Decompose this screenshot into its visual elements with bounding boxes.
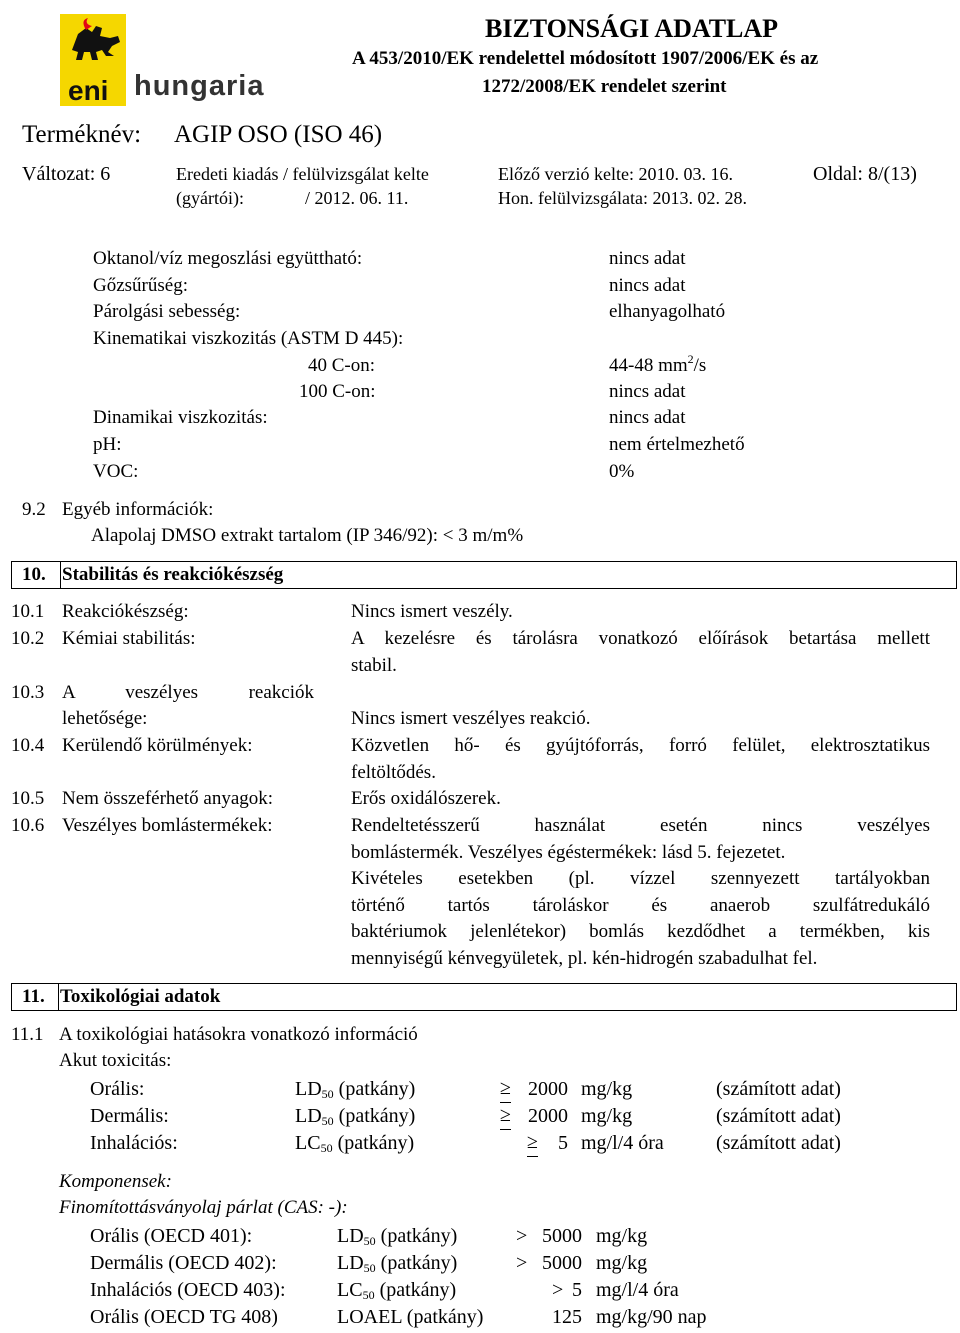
item-number: 10.1 (11, 601, 45, 622)
item-number: 10.5 (11, 788, 45, 809)
route: Orális (OECD TG 408) (90, 1306, 278, 1328)
previous-version-date: Előző verzió kelte: 2010. 03. 16. (498, 164, 733, 184)
note: (számított adat) (716, 1105, 841, 1127)
document-title: BIZTONSÁGI ADATLAP (485, 14, 779, 43)
section-9-2-title: Egyéb információk: (62, 499, 214, 520)
section-10-number: 10. (22, 564, 46, 585)
item-number: 10.6 (11, 815, 45, 836)
route: Dermális (OECD 402): (90, 1252, 277, 1274)
dose: 5000 (542, 1252, 582, 1274)
ld-value: $LD_{50}$ (patkány) (337, 1252, 458, 1275)
acute-toxicity-label: Akut toxicitás: (59, 1050, 172, 1071)
unit: mg/kg (581, 1105, 633, 1127)
components-label: Komponensek: (59, 1171, 172, 1192)
property-label: 100 C-on: (299, 381, 376, 402)
property-value: nincs adat (609, 248, 686, 269)
item-text: Nincs ismert veszély. (351, 601, 513, 622)
item-text: stabil. (351, 655, 397, 676)
ld-value: $LC_{50}$ (patkány) (337, 1279, 457, 1302)
section-11-number: 11. (22, 986, 45, 1007)
original-issue-line-2b: / 2012. 06. 11. (305, 188, 409, 208)
property-value: nincs adat (609, 275, 686, 296)
item-text: Kivételes esetekben (pl. vízzel szennyezett tartályokban (351, 868, 930, 889)
unit: mg/l/4 óra (596, 1279, 679, 1301)
logo-sub-text: hungaria (134, 70, 265, 102)
property-label: Gőzsűrűség: (93, 275, 188, 296)
product-name: AGIP OSO (ISO 46) (174, 121, 383, 148)
item-text: Nincs ismert veszélyes reakció. (351, 708, 591, 729)
section-9-2-text: Alapolaj DMSO extrakt tartalom (IP 346/92): < 3 m/m% (91, 525, 524, 546)
item-text: baktériumok jelenlétekor) bomlás kezdődhet a termékben, kis (351, 921, 930, 942)
item-text: Erős oxidálószerek. (351, 788, 501, 809)
item-text: Rendeltetésszerű használat esetén nincs veszélyes (351, 815, 930, 836)
route: Orális: (90, 1078, 145, 1100)
version: Változat: 6 (22, 163, 111, 185)
item-number: 10.2 (11, 628, 45, 649)
original-issue-line-1: Eredeti kiadás / felülvizsgálat kelte (176, 164, 429, 184)
svg-text:eni: eni (68, 75, 109, 106)
comparator: ≥ (527, 1131, 538, 1153)
item-label: A veszélyes reakciók (62, 682, 314, 703)
route: Inhalációs: (90, 1132, 178, 1154)
product-label: Terméknév: (22, 121, 142, 148)
item-number: 10.4 (11, 735, 45, 756)
local-review-date: Hon. felülvizsgálata: 2013. 02. 28. (498, 188, 747, 208)
component-name: Finomítottásványolaj párlat (CAS: -): (59, 1197, 348, 1218)
property-value: elhanyagolható (609, 301, 726, 322)
property-value: nincs adat (609, 381, 686, 402)
dose: 5 (558, 1132, 568, 1154)
comparator: ≥ (500, 1104, 511, 1126)
property-label: pH: (93, 434, 122, 455)
route: Orális (OECD 401): (90, 1225, 253, 1247)
unit: mg/kg/90 nap (596, 1306, 707, 1328)
regulation-line-1: A 453/2010/EK rendelettel módosított 1907/2006/EK és az (352, 48, 819, 69)
property-label: Oktanol/víz megoszlási együttható: (93, 248, 363, 269)
dose: 125 (552, 1306, 582, 1328)
property-value: nem értelmezhető (609, 434, 745, 455)
section-9-2-number: 9.2 (22, 499, 46, 520)
dose: 2000 (528, 1078, 568, 1100)
item-label: Nem összeférhető anyagok: (62, 788, 274, 809)
dose: 5000 (542, 1225, 582, 1247)
ld-value: $LC_{50}$ (patkány) (295, 1132, 415, 1155)
unit: mg/l/4 óra (581, 1132, 664, 1154)
unit: mg/kg (596, 1225, 648, 1247)
comparator: ≥ (500, 1077, 511, 1099)
property-label: Párolgási sebesség: (93, 301, 241, 322)
item-label: Veszélyes bomlástermékek: (62, 815, 273, 836)
item-text: Közvetlen hő- és gyújtóforrás, forró felület, elektrosztatikus (351, 735, 930, 756)
item-label: Kémiai stabilitás: (62, 628, 196, 649)
comparator: > (552, 1279, 564, 1301)
unit: mg/kg (596, 1252, 648, 1274)
item-label: Reakciókészség: (62, 601, 189, 622)
comparator: > (516, 1225, 528, 1247)
property-label: VOC: (93, 461, 139, 482)
comparator: > (516, 1252, 528, 1274)
item-text: A kezelésre és tárolásra vonatkozó előírások betartása mellett (351, 628, 930, 649)
item-label: lehetősége: (62, 708, 148, 729)
original-issue-line-2a: (gyártói): (176, 188, 244, 208)
property-value: 44-48 $mm^2/s$ (609, 352, 707, 376)
property-value: 0% (609, 461, 635, 482)
ld-value: $LD_{50}$ (patkány) (337, 1225, 458, 1248)
item-text: feltöltődés. (351, 762, 436, 783)
section-11-title: Toxikológiai adatok (60, 986, 221, 1007)
item-number: 10.3 (11, 682, 45, 703)
note: (számított adat) (716, 1132, 841, 1154)
property-value: nincs adat (609, 407, 686, 428)
item-text: történő tartós tároláskor és anaerob szulfátredukáló (351, 895, 930, 916)
section-11-header (11, 983, 957, 1011)
ld-value: $LD_{50}$ (patkány) (295, 1078, 416, 1101)
ld-value: LOAEL (patkány) (337, 1306, 484, 1328)
ld-value: $LD_{50}$ (patkány) (295, 1105, 416, 1128)
section-10-header (11, 561, 957, 589)
item-text: bomlástermék. Veszélyes égéstermékek: lásd 5. fejezetet. (351, 842, 786, 863)
item-label: Kerülendő körülmények: (62, 735, 253, 756)
property-label: Kinematikai viszkozitás (ASTM D 445): (93, 328, 404, 349)
item-text: mennyiségű kénvegyületek, pl. kén-hidrogén szabadulhat fel. (351, 948, 818, 969)
section-10-title: Stabilitás és reakciókészség (62, 564, 284, 585)
unit: mg/kg (581, 1078, 633, 1100)
property-label: Dinamikai viszkozitás: (93, 407, 268, 428)
regulation-line-2: 1272/2008/EK rendelet szerint (482, 76, 727, 97)
section-11-1-title: A toxikológiai hatásokra vonatkozó információ (59, 1024, 418, 1045)
property-label: 40 C-on: (308, 355, 376, 376)
dose: 2000 (528, 1105, 568, 1127)
section-11-1-number: 11.1 (11, 1024, 44, 1045)
note: (számított adat) (716, 1078, 841, 1100)
route: Dermális: (90, 1105, 169, 1127)
dose: 5 (572, 1279, 582, 1301)
page-number: Oldal: 8/(13) (813, 163, 917, 185)
route: Inhalációs (OECD 403): (90, 1279, 286, 1301)
